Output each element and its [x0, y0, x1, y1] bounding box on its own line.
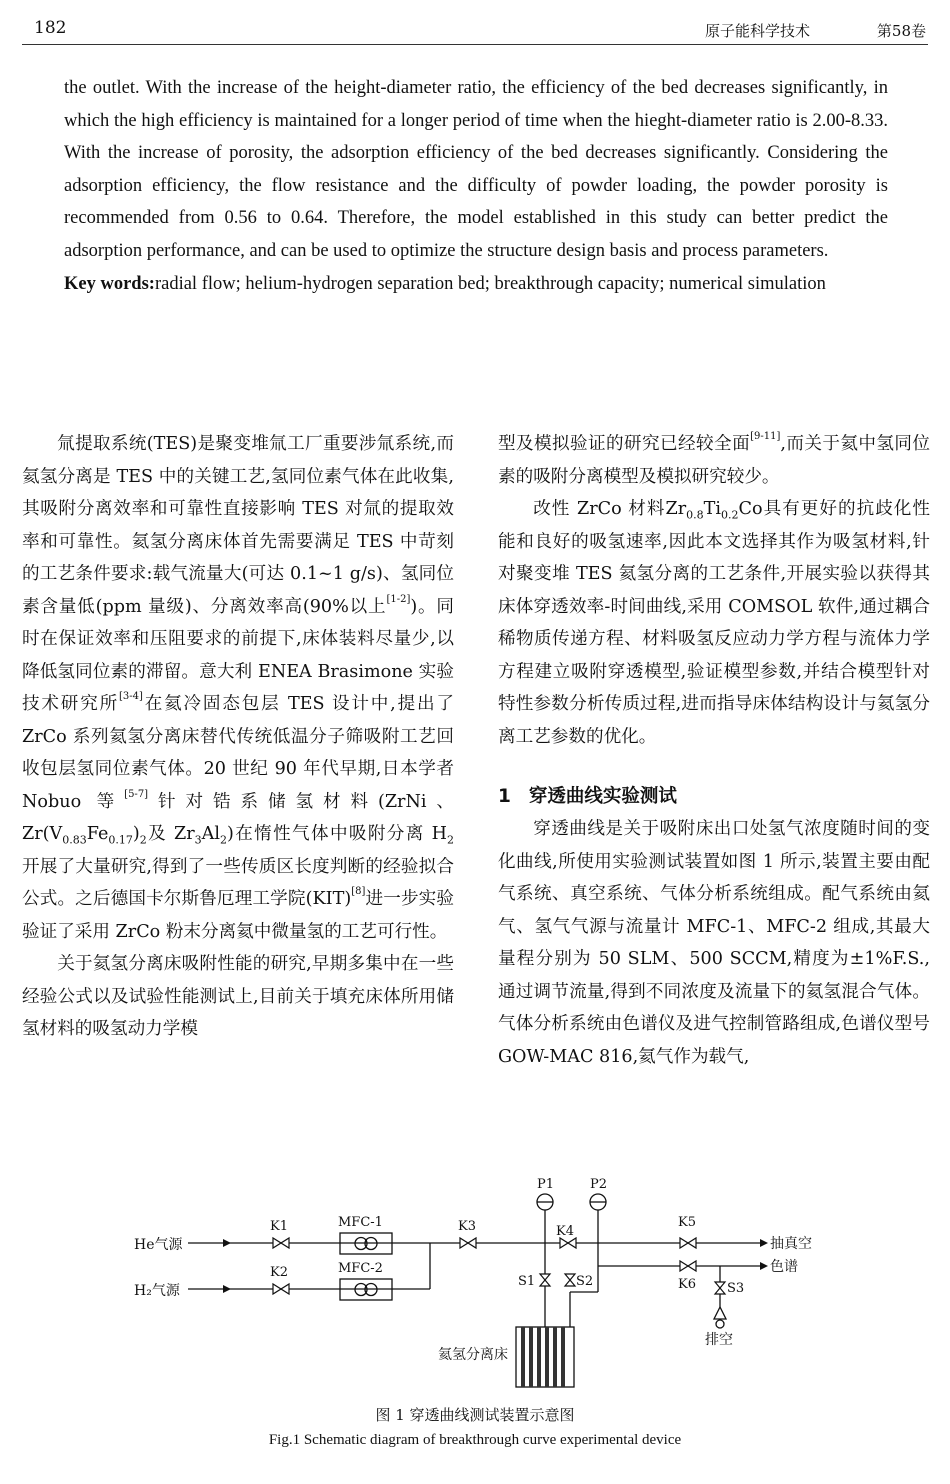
- valve-s1-label: S1: [518, 1274, 536, 1289]
- english-abstract: [64, 72, 888, 300]
- valve-k1-label: K1: [270, 1219, 288, 1234]
- section-heading: [498, 781, 930, 813]
- left-paragraph-1: 氚提取系统(TES)是聚变堆氚工厂重要涉氚系统,而氦氢分离是 TES 中的关键工艺,氢同位素气体在此收集,其吸附分离效率和可靠性直接影响 TES 对氚的提取效率和可靠性。氦氢分离床体首先需要满足 TES 中苛刻的工艺条件要求:载气流量大(可达 0.1~1 g/s)、氢同位素含量低(ppm 量级)、分离效率高(90%以上[1-2])。同时在保证效率和压阻要求的前提下,床体装料尽量少,以降低氢同位素的滞留。意大利 ENEA Brasimone 实验技术研究所[3-4]在氦冷固态包层 TES 设计中,提出了 ZrCo 系列氦氢分离床替代传统低温分子筛吸附工艺回收包层氢同位素气体。20 世纪 90 年代早期,日本学者 Nobuo 等[5-7]针对锆系储氢材料(ZrNi、$Zr(V_{0.83}Fe_{0.17})_2$及 $Zr_3Al_2$)在惰性气体中吸附分离 $H_2$ 开展了大量研究,得到了一些传质区长度判断的经验拟合公式。之后德国卡尔斯鲁厄理工学院(KIT)[8]进一步实验验证了采用 ZrCo 粉末分离氦中微量氢的工艺可行性。: [22, 434, 454, 942]
- mfc1-label: MFC-1: [338, 1215, 383, 1230]
- he-source-label: He气源: [134, 1237, 183, 1253]
- citation[interactable]: [1-2]: [386, 593, 411, 605]
- figure-caption-en: Fig.1 Schematic diagram of breakthrough curve experimental device: [268, 1432, 682, 1448]
- right-paragraph-0: 型及模拟验证的研究已经较全面[9-11],而关于氦中氢同位素的吸附分离模型及模拟研究较少。: [498, 431, 930, 487]
- left-paragraph-2: 关于氦氢分离床吸附性能的研究,早期多集中在一些经验公式以及试验性能测试上,目前关于填充床体所用储氢材料的吸氢动力学模: [22, 954, 454, 1039]
- valve-k4-label: K4: [556, 1224, 574, 1239]
- volume-number: 第58卷: [876, 22, 926, 40]
- figure-caption-cn: 图 1 穿透曲线测试装置示意图: [375, 1406, 575, 1424]
- left-column: [22, 428, 454, 1046]
- valve-k3-label: K3: [458, 1219, 476, 1234]
- mfc2-label: MFC-2: [338, 1261, 383, 1276]
- keywords-label: Key words:: [64, 273, 155, 294]
- right-column: [498, 428, 930, 1073]
- right-paragraph-1: 改性 ZrCo 材料$Zr_{0.8}Ti_{0.2}Co$具有更好的抗歧化性能和良好的吸氢速率,因此本文选择其作为吸氢材料,针对聚变堆 TES 氦氢分离的工艺条件,开展实验以获得其床体穿透效率-时间曲线,采用 COMSOL 软件,通过耦合稀物质传递方程、材料吸氢反应动力学方程与流体力学方程建立吸附穿透模型,验证模型参数,并结合模型针对特性参数分析传质过程,进而指导床体结构设计与氦氢分离工艺参数的优化。: [498, 499, 931, 747]
- gauge-p2-label: P2: [590, 1177, 608, 1192]
- chromatograph-label: 色谱: [770, 1259, 798, 1275]
- citation[interactable]: [5-7]: [124, 788, 149, 800]
- bed-label: 氦氢分离床: [438, 1347, 508, 1363]
- valve-k6-label: K6: [678, 1277, 696, 1292]
- citation[interactable]: [8]: [351, 886, 366, 897]
- vacuum-label: 抽真空: [770, 1236, 812, 1252]
- citation[interactable]: [3-4]: [119, 691, 143, 702]
- section-title: 穿透曲线实验测试: [528, 786, 677, 807]
- valve-k5-label: K5: [678, 1215, 696, 1230]
- page-number: 182: [34, 18, 67, 38]
- journal-name: 原子能科学技术: [704, 22, 810, 40]
- gauge-p1-label: P1: [537, 1177, 555, 1192]
- h2-source-label: H₂气源: [134, 1283, 180, 1299]
- citation[interactable]: [9-11]: [750, 431, 781, 442]
- right-paragraph-2: 穿透曲线是关于吸附床出口处氢气浓度随时间的变化曲线,所使用实验测试装置如图 1 所示,装置主要由配气系统、真空系统、气体分析系统组成。配气系统由氦气、氢气气源与流量计 MFC-1、MFC-2 组成,其最大量程分别为 50 SLM、500 SCCM,精度为±1%F.S.,通过调节流量,得到不同浓度及流量下的氦氢混合气体。气体分析系统由色谱仪及进气控制管路组成,色谱仪型号GOW-MAC 816,氦气作为载气,: [498, 819, 930, 1067]
- keywords: radial flow; helium-hydrogen separation bed; breakthrough capacity; numerical simulation: [154, 273, 826, 294]
- apparatus-diagram: [120, 1172, 840, 1397]
- valve-k2-label: K2: [270, 1265, 288, 1280]
- valve-s2-label: S2: [576, 1274, 594, 1289]
- keywords-line: [64, 268, 888, 301]
- valve-s3-label: S3: [727, 1281, 745, 1296]
- page-header: [22, 14, 928, 45]
- vent-label: 排空: [705, 1332, 733, 1348]
- section-number: 1: [498, 786, 511, 807]
- abstract-text: the outlet. With the increase of the height-diameter ratio, the efficiency of the bed decreases significantly, in which the high efficiency is maintained for a longer period of time when the hieght-diameter ratio is 2.00-8.33. With the increase of porosity, the adsorption efficiency of the bed decreases significantly. Considering the adsorption efficiency, the flow resistance and the difficulty of powder loading, the powder porosity is recommended from 0.56 to 0.64. Therefore, the model established in this study can better predict the adsorption performance, and can be used to optimize the structure design basis and process parameters.: [64, 78, 888, 261]
